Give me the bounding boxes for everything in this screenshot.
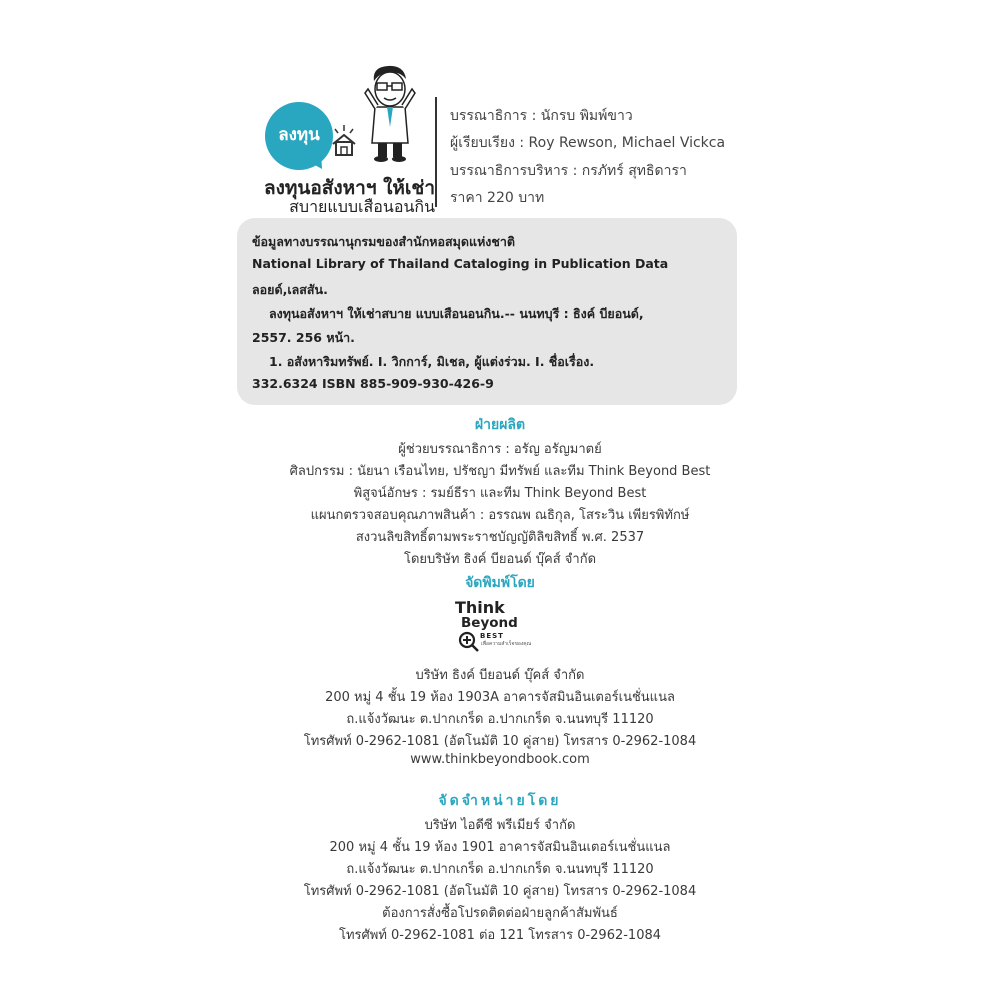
- production-line: ศิลปกรรม : นัยนา เรือนไทย, ปรัชญา มีทรัพย์ และทีม Think Beyond Best: [289, 464, 711, 479]
- logo-title: ลงทุนอสังหาฯ ให้เช่า: [263, 177, 435, 199]
- publisher-line: บริษัท ธิงค์ บียอนด์ บุ๊คส์ จำกัด: [415, 668, 585, 683]
- production-line: แผนกตรวจสอบคุณภาพสินค้า : อรรณพ ณธิกุล, โสระวิน เพียรพิทักษ์: [310, 508, 690, 523]
- publisher-website: www.thinkbeyondbook.com: [410, 752, 590, 767]
- vertical-divider: [435, 97, 437, 207]
- cip-pages: 2557. 256 หน้า.: [252, 330, 355, 345]
- bubble-label: ลงทุน: [278, 125, 320, 145]
- publisher-heading: จัดพิมพ์โดย: [465, 575, 535, 591]
- cip-subjects: 1. อสังหาริมทรัพย์. I. วิกการ์, มิเชล, ผู้แต่งร่วม. I. ชื่อเรื่อง.: [269, 354, 595, 369]
- logo-word-think: Think: [455, 598, 505, 617]
- logo-word-beyond: Beyond: [461, 615, 518, 631]
- distributor-line: บริษัท ไอดีซี พรีเมียร์ จำกัด: [424, 818, 576, 833]
- credits-block: [450, 103, 770, 212]
- publisher-line: โทรศัพท์ 0-2962-1081 (อัตโนมัติ 10 คู่สาย) โทรสาร 0-2962-1084: [303, 734, 697, 749]
- logo-tagline: เพื่อความสำเร็จของคุณ: [481, 641, 532, 647]
- managing-editor-line: บรรณาธิการบริหาร : กรภัทร์ สุทธิดารา: [450, 162, 687, 179]
- production-heading: ฝ่ายผลิต: [474, 417, 526, 433]
- distributor-line: ต้องการสั่งซื้อโปรดติดต่อฝ่ายลูกค้าสัมพันธ์: [382, 906, 618, 921]
- distributor-line: 200 หมู่ 4 ชั้น 19 ห้อง 1901 อาคารจัสมินอินเตอร์เนชั่นแนล: [329, 840, 671, 855]
- cip-heading-english: National Library of Thailand Cataloging in Publication Data: [252, 256, 669, 271]
- price-line: ราคา 220 บาท: [450, 189, 545, 206]
- logo-word-best: BEST: [480, 632, 504, 640]
- production-line: ผู้ช่วยบรรณาธิการ : อรัญ อรัญมาตย์: [398, 442, 602, 457]
- distributor-line: โทรศัพท์ 0-2962-1081 (อัตโนมัติ 10 คู่สาย) โทรสาร 0-2962-1084: [303, 884, 697, 899]
- publisher-line: 200 หมู่ 4 ชั้น 19 ห้อง 1903A อาคารจัสมินอินเตอร์เนชั่นแนล: [325, 690, 675, 705]
- company-line: โดยบริษัท ธิงค์ บียอนด์ บุ๊คส์ จำกัด: [403, 552, 597, 567]
- copyright-line: สงวนลิขสิทธิ์ตามพระราชบัญญัติลิขสิทธิ์ พ.ศ. 2537: [355, 530, 645, 545]
- house-icon: [330, 123, 358, 157]
- cip-heading-thai: ข้อมูลทางบรรณานุกรมของสำนักหอสมุดแห่งชาติ: [252, 234, 516, 249]
- cip-isbn: 332.6324 ISBN 885-909-930-426-9: [252, 376, 494, 391]
- publisher-line: ถ.แจ้งวัฒนะ ต.ปากเกร็ด อ.ปากเกร็ด จ.นนทบุรี 11120: [346, 712, 654, 727]
- book-logo: [255, 55, 435, 215]
- distributor-line: โทรศัพท์ 0-2962-1081 ต่อ 121 โทรสาร 0-2962-1084: [338, 928, 662, 943]
- production-line: พิสูจน์อักษร : รมย์ธีรา และทีม Think Beyond Best: [353, 486, 647, 501]
- think-beyond-logo: [455, 598, 545, 660]
- cip-author: ลอยด์,เลสสัน.: [252, 282, 328, 297]
- distributor-line: ถ.แจ้งวัฒนะ ต.ปากเกร็ด อ.ปากเกร็ด จ.นนทบุรี 11120: [346, 862, 654, 877]
- magnifier-plus-icon: [458, 631, 480, 653]
- distributor-heading: จัดจำหน่ายโดย: [438, 793, 562, 809]
- cip-title: ลงทุนอสังหาฯ ให้เช่าสบาย แบบเสือนอนกิน.-- นนทบุรี : ธิงค์ บียอนด์,: [269, 306, 644, 321]
- editor-line: บรรณาธิการ : นักรบ พิมพ์ขาว: [450, 108, 633, 124]
- cip-data-box: [237, 218, 737, 405]
- logo-subtitle: สบายแบบเสือนอนกิน: [289, 197, 435, 216]
- character-illustration: [360, 63, 420, 163]
- compiler-line: ผู้เรียบเรียง : Roy Rewson, Michael Vickca: [450, 135, 726, 152]
